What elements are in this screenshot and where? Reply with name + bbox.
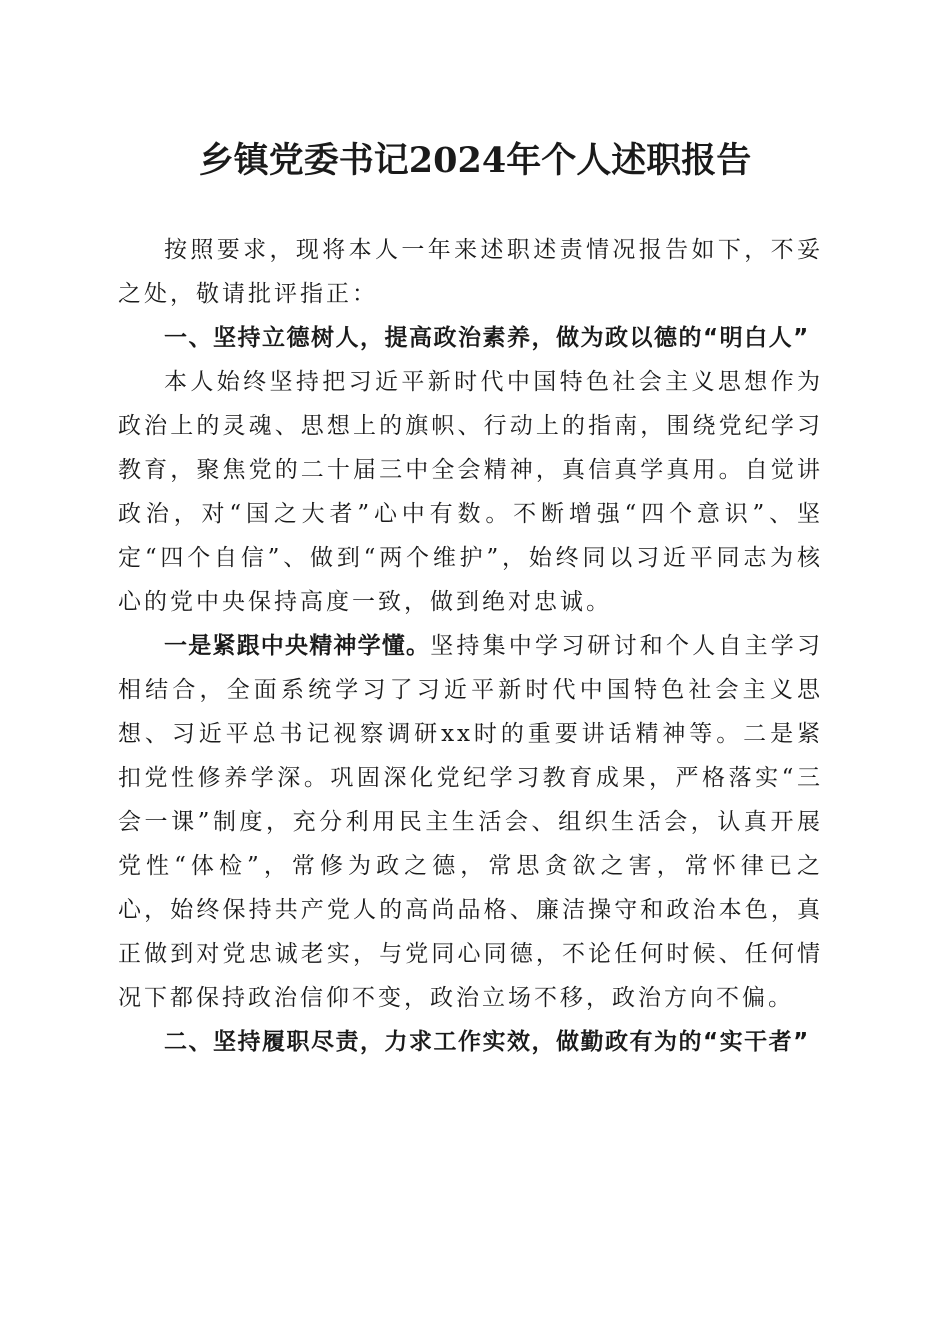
- section-1-paragraph-2: [118, 624, 823, 1020]
- section-1-paragraph-1: 本人始终坚持把习近平新时代中国特色社会主义思想作为政治上的灵魂、思想上的旗帜、行动上的指南，围绕党纪学习教育，聚焦党的二十届三中全会精神，真信真学真用。自觉讲政治，对“国之大者”心中有数。不断增强“四个意识”、坚定“四个自信”、做到“两个维护”，始终同以习近平同志为核心的党中央保持高度一致，做到绝对忠诚。: [118, 369, 823, 615]
- section-1-heading: 一、坚持立德树人，提高政治素养，做为政以德的“明白人”: [164, 325, 810, 351]
- document-title: 乡镇党委书记2024年个人述职报告: [198, 140, 752, 181]
- section-1-paragraph-2-text: 坚持集中学习研讨和个人自主学习相结合，全面系统学习了习近平新时代中国特色社会主义思想、习近平总书记视察调研xx时的重要讲话精神等。二是紧扣党性修养学深。巩固深化党纪学习教育成果，严格落实“三会一课”制度，充分利用民主生活会、组织生活会，认真开展党性“体检”，常修为政之德，常思贪欲之害，常怀律已之心，始终保持共产党人的高尚品格、廉洁操守和政治本色，真正做到对党忠诚老实，与党同心同德，不论任何时候、任何情况下都保持政治信仰不变，政治立场不移，政治方向不偏。: [118, 633, 824, 1011]
- intro-paragraph: 按照要求，现将本人一年来述职述责情况报告如下，不妥之处，敬请批评指正：: [118, 237, 823, 307]
- section-2-heading: 二、坚持履职尽责，力求工作实效，做勤政有为的“实干者”: [164, 1029, 810, 1055]
- document-body: [118, 228, 823, 1064]
- section-1-paragraph-2-lead: 一是紧跟中央精神学懂。: [164, 633, 431, 659]
